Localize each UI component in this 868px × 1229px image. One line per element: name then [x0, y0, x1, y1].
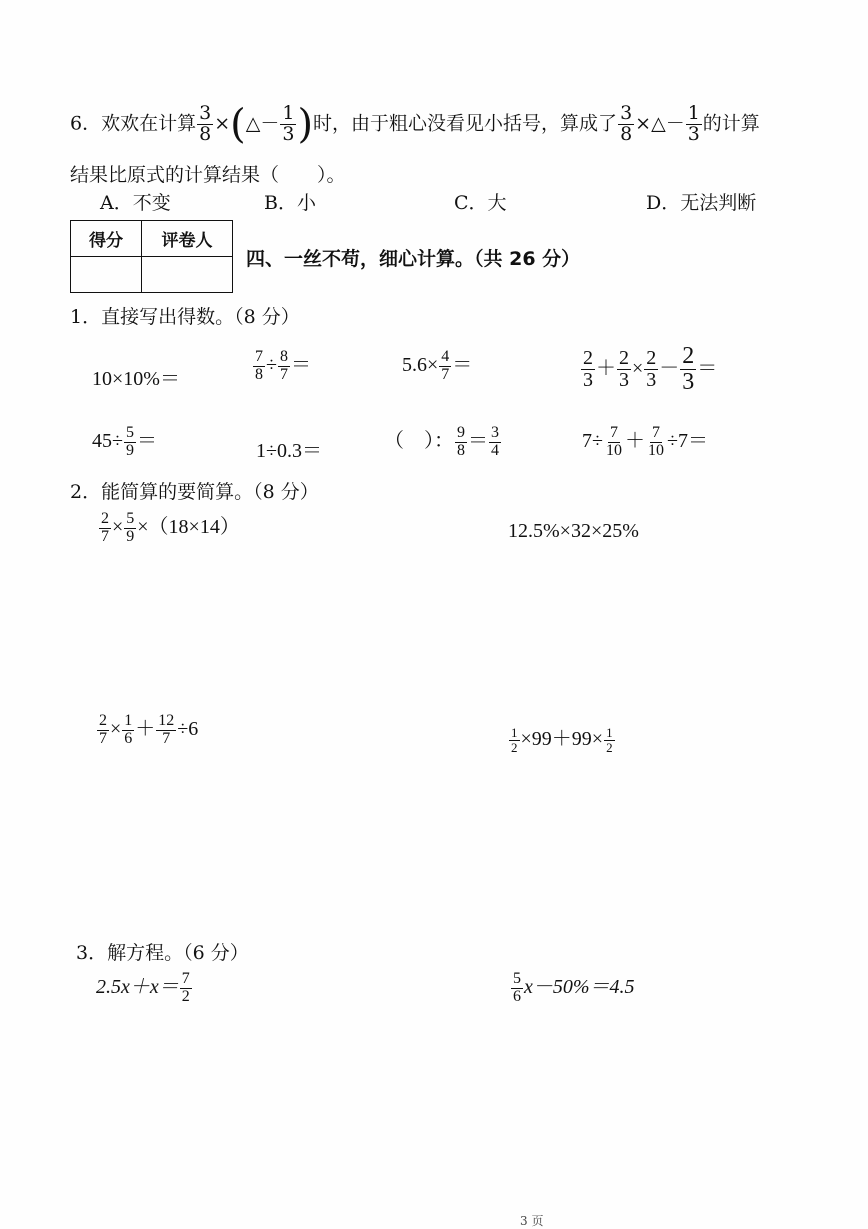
q6-line2: 结果比原式的计算结果（ ）。	[70, 164, 346, 186]
simplify-e3: $\frac{2}{7}$ × $\frac{1}{6}$ ＋ $\frac{12}{7}$ ÷6	[99, 712, 199, 747]
calc-r2c2: 1÷0.3＝	[256, 440, 322, 462]
q6-frac-a: $\frac{3}{8}$	[199, 102, 212, 145]
calc-r2c3: （ ）： $\frac{9}{8}$ ＝ $\frac{3}{4}$	[384, 424, 499, 459]
q6-mid-text: 时，由于粗心没看见小括号，算成了	[313, 112, 618, 135]
q6-option-a[interactable]: A．不变	[100, 192, 171, 214]
score-cell[interactable]	[71, 257, 142, 293]
page-footer: 3 页	[520, 1214, 544, 1228]
part2-title: 2．能简算的要简算。（8 分）	[70, 481, 319, 503]
q6-option-c[interactable]: C．大	[454, 192, 507, 214]
calc-r2c1: 45÷ $\frac{5}{9}$ ＝	[92, 424, 157, 459]
q6-frac-b: $\frac{1}{3}$	[282, 102, 295, 145]
q6-line1: 6．欢欢在计算 $\frac{3}{8}$ ×(△－ $\frac{1}{3}$ )时，由于粗心没看见小括号，算成了 $\frac{3}{8}$ ×△－ $\frac{1}{3}$ 的计算	[70, 101, 760, 148]
equation-2: $\frac{5}{6}$ x－50%＝4.5	[513, 970, 635, 1005]
score-header: 得分	[71, 221, 142, 257]
grade-table	[70, 220, 233, 293]
section-title: 四、一丝不苟，细心计算。（共 26 分）	[246, 248, 581, 270]
simplify-e4: $\frac{1}{2}$ ×99＋99× $\frac{1}{2}$	[511, 725, 613, 755]
q6-frac-d: $\frac{1}{3}$	[687, 102, 700, 145]
simplify-e1: $\frac{2}{7}$ × $\frac{5}{9}$ ×（18×14）	[101, 510, 240, 545]
calc-r1c3: 5.6× $\frac{4}{7}$ ＝	[402, 348, 473, 383]
calc-r1c4: $\frac{2}{3}$ ＋ $\frac{2}{3}$ × $\frac{2}{3}$ － $\frac{2}{3}$ ＝	[583, 343, 718, 396]
q6-lead: 6．欢欢在计算	[70, 112, 197, 135]
grader-header: 评卷人	[142, 221, 233, 257]
part1-title: 1．直接写出得数。（8 分）	[70, 306, 300, 328]
grader-cell[interactable]	[142, 257, 233, 293]
calc-r1c1: 10×10%＝	[92, 368, 180, 390]
equation-1: 2.5x＋x＝ $\frac{7}{2}$	[96, 970, 190, 1005]
part3-title: 3．解方程。（6 分）	[76, 942, 249, 964]
q6-option-b[interactable]: B．小	[264, 192, 316, 214]
q6-frac-c: $\frac{3}{8}$	[620, 102, 633, 145]
calc-r1c2: $\frac{7}{8}$ ÷ $\frac{8}{7}$ ＝	[255, 348, 311, 383]
simplify-e2: 12.5%×32×25%	[508, 520, 639, 542]
q6-option-d[interactable]: D．无法判断	[646, 192, 757, 214]
calc-r2c4: 7÷ $\frac{7}{10}$ ＋ $\frac{7}{10}$ ÷7＝	[582, 424, 708, 459]
